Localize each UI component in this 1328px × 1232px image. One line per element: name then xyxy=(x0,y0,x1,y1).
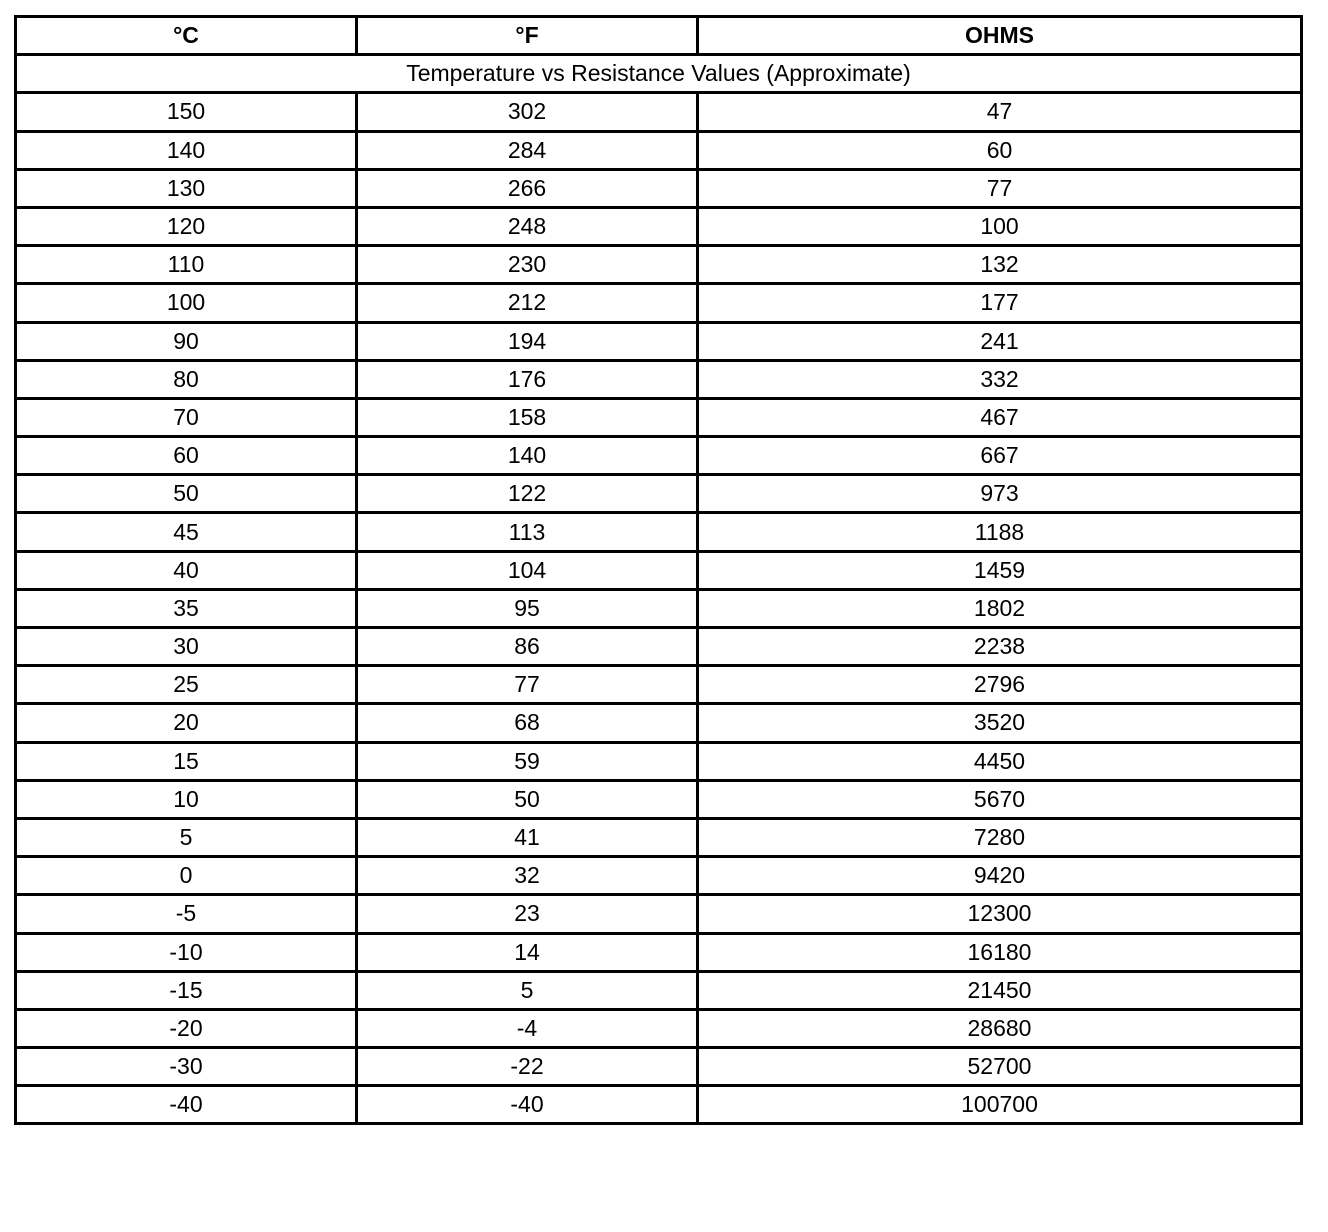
table-row xyxy=(16,742,1302,780)
table-row xyxy=(16,322,1302,360)
table-row xyxy=(16,895,1302,933)
table-row xyxy=(16,169,1302,207)
celsius-cell: 25 xyxy=(16,666,357,704)
table-row xyxy=(16,971,1302,1009)
table-body xyxy=(16,93,1302,1124)
ohms-cell: 52700 xyxy=(698,1048,1302,1086)
fahrenheit-cell: 59 xyxy=(357,742,698,780)
header-row xyxy=(16,17,1302,55)
fahrenheit-cell: 5 xyxy=(357,971,698,1009)
table-row xyxy=(16,1048,1302,1086)
table-row xyxy=(16,93,1302,131)
ohms-cell: 9420 xyxy=(698,857,1302,895)
fahrenheit-cell: 50 xyxy=(357,780,698,818)
celsius-cell: 60 xyxy=(16,437,357,475)
table-row xyxy=(16,1086,1302,1124)
ohms-cell: 21450 xyxy=(698,971,1302,1009)
celsius-cell: 150 xyxy=(16,93,357,131)
table-row xyxy=(16,1009,1302,1047)
celsius-cell: 15 xyxy=(16,742,357,780)
celsius-cell: 90 xyxy=(16,322,357,360)
ohms-cell: 7280 xyxy=(698,818,1302,856)
ohms-cell: 332 xyxy=(698,360,1302,398)
celsius-cell: 5 xyxy=(16,818,357,856)
ohms-cell: 3520 xyxy=(698,704,1302,742)
celsius-cell: -20 xyxy=(16,1009,357,1047)
celsius-cell: 30 xyxy=(16,628,357,666)
table-row xyxy=(16,437,1302,475)
table-row xyxy=(16,857,1302,895)
fahrenheit-cell: 32 xyxy=(357,857,698,895)
ohms-cell: 60 xyxy=(698,131,1302,169)
fahrenheit-cell: 86 xyxy=(357,628,698,666)
celsius-cell: 40 xyxy=(16,551,357,589)
ohms-cell: 5670 xyxy=(698,780,1302,818)
table-row xyxy=(16,551,1302,589)
fahrenheit-cell: 68 xyxy=(357,704,698,742)
fahrenheit-cell: 77 xyxy=(357,666,698,704)
ohms-cell: 1188 xyxy=(698,513,1302,551)
celsius-cell: 110 xyxy=(16,246,357,284)
table-header xyxy=(16,17,1302,93)
header-fahrenheit: °F xyxy=(357,17,698,55)
fahrenheit-cell: 113 xyxy=(357,513,698,551)
fahrenheit-cell: 230 xyxy=(357,246,698,284)
fahrenheit-cell: 302 xyxy=(357,93,698,131)
fahrenheit-cell: 104 xyxy=(357,551,698,589)
ohms-cell: 16180 xyxy=(698,933,1302,971)
ohms-cell: 100 xyxy=(698,207,1302,245)
celsius-cell: 80 xyxy=(16,360,357,398)
fahrenheit-cell: 158 xyxy=(357,398,698,436)
fahrenheit-cell: -4 xyxy=(357,1009,698,1047)
fahrenheit-cell: 284 xyxy=(357,131,698,169)
table-row xyxy=(16,818,1302,856)
table-row xyxy=(16,628,1302,666)
table-row xyxy=(16,513,1302,551)
celsius-cell: 20 xyxy=(16,704,357,742)
ohms-cell: 132 xyxy=(698,246,1302,284)
table-caption: Temperature vs Resistance Values (Approximate) xyxy=(16,55,1302,93)
celsius-cell: -15 xyxy=(16,971,357,1009)
ohms-cell: 100700 xyxy=(698,1086,1302,1124)
fahrenheit-cell: 248 xyxy=(357,207,698,245)
ohms-cell: 667 xyxy=(698,437,1302,475)
table-row xyxy=(16,398,1302,436)
fahrenheit-cell: 266 xyxy=(357,169,698,207)
fahrenheit-cell: 14 xyxy=(357,933,698,971)
caption-row xyxy=(16,55,1302,93)
table-row xyxy=(16,704,1302,742)
celsius-cell: 35 xyxy=(16,589,357,627)
celsius-cell: 130 xyxy=(16,169,357,207)
header-celsius: °C xyxy=(16,17,357,55)
celsius-cell: -40 xyxy=(16,1086,357,1124)
ohms-cell: 12300 xyxy=(698,895,1302,933)
temperature-resistance-table xyxy=(14,15,1303,1125)
header-ohms: OHMS xyxy=(698,17,1302,55)
table-row xyxy=(16,933,1302,971)
celsius-cell: 10 xyxy=(16,780,357,818)
celsius-cell: 70 xyxy=(16,398,357,436)
ohms-cell: 467 xyxy=(698,398,1302,436)
table-row xyxy=(16,589,1302,627)
celsius-cell: 0 xyxy=(16,857,357,895)
fahrenheit-cell: 41 xyxy=(357,818,698,856)
table-row xyxy=(16,246,1302,284)
table-row xyxy=(16,475,1302,513)
fahrenheit-cell: 194 xyxy=(357,322,698,360)
ohms-cell: 2796 xyxy=(698,666,1302,704)
table-row xyxy=(16,131,1302,169)
ohms-cell: 2238 xyxy=(698,628,1302,666)
ohms-cell: 77 xyxy=(698,169,1302,207)
fahrenheit-cell: 95 xyxy=(357,589,698,627)
fahrenheit-cell: 23 xyxy=(357,895,698,933)
celsius-cell: 140 xyxy=(16,131,357,169)
fahrenheit-cell: 212 xyxy=(357,284,698,322)
table-row xyxy=(16,284,1302,322)
table-row xyxy=(16,207,1302,245)
table-row xyxy=(16,360,1302,398)
ohms-cell: 177 xyxy=(698,284,1302,322)
ohms-cell: 4450 xyxy=(698,742,1302,780)
ohms-cell: 1802 xyxy=(698,589,1302,627)
fahrenheit-cell: 176 xyxy=(357,360,698,398)
celsius-cell: -30 xyxy=(16,1048,357,1086)
table-row xyxy=(16,780,1302,818)
ohms-cell: 28680 xyxy=(698,1009,1302,1047)
fahrenheit-cell: -22 xyxy=(357,1048,698,1086)
ohms-cell: 241 xyxy=(698,322,1302,360)
fahrenheit-cell: 122 xyxy=(357,475,698,513)
ohms-cell: 973 xyxy=(698,475,1302,513)
celsius-cell: -5 xyxy=(16,895,357,933)
fahrenheit-cell: 140 xyxy=(357,437,698,475)
ohms-cell: 1459 xyxy=(698,551,1302,589)
celsius-cell: 45 xyxy=(16,513,357,551)
celsius-cell: 120 xyxy=(16,207,357,245)
table-row xyxy=(16,666,1302,704)
fahrenheit-cell: -40 xyxy=(357,1086,698,1124)
celsius-cell: 100 xyxy=(16,284,357,322)
celsius-cell: -10 xyxy=(16,933,357,971)
ohms-cell: 47 xyxy=(698,93,1302,131)
celsius-cell: 50 xyxy=(16,475,357,513)
